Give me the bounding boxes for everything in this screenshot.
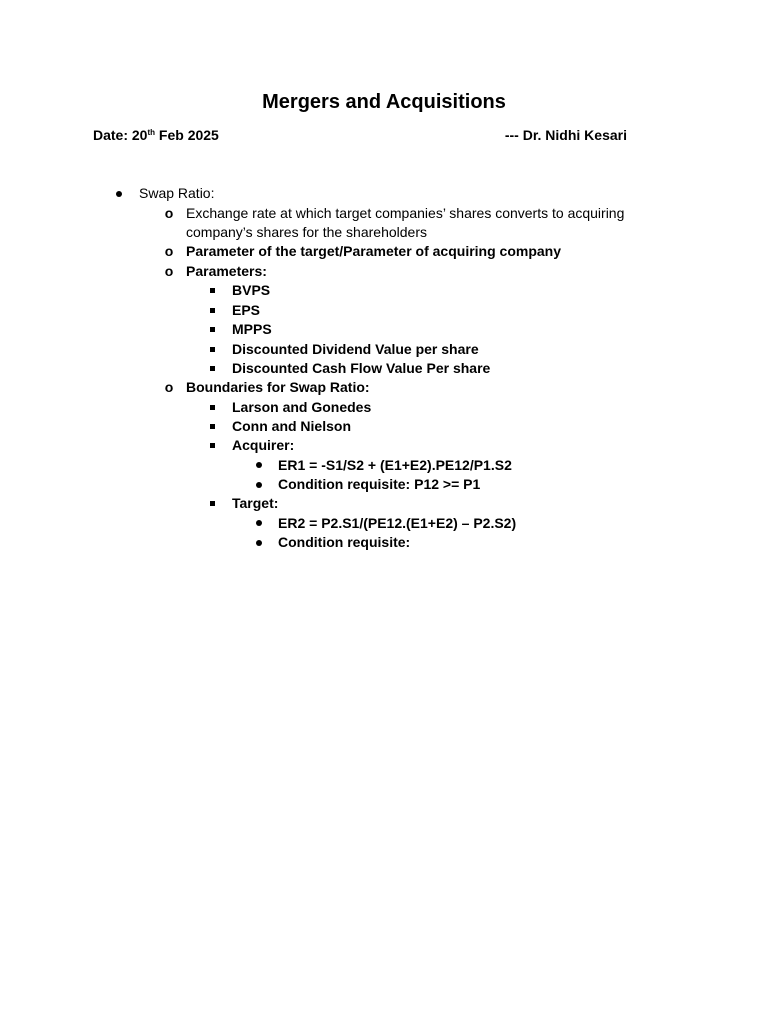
bullet-disc-icon bbox=[256, 540, 262, 546]
list-item-text: Condition requisite: bbox=[278, 534, 411, 550]
list-item-text: Discounted Cash Flow Value Per share bbox=[232, 359, 491, 376]
bullet-square-icon bbox=[210, 327, 215, 332]
bullet-disc-icon bbox=[116, 191, 122, 197]
bullet-disc-icon bbox=[256, 462, 262, 468]
list-item-text: Acquirer: bbox=[232, 437, 295, 453]
list-item-text: Larson and Gonedes bbox=[232, 398, 372, 415]
bullet-square-icon bbox=[210, 405, 215, 410]
bullet-square-icon bbox=[210, 501, 215, 506]
list-item-text-continued: company’s shares for the shareholders bbox=[186, 223, 427, 240]
list-item-text: EPS bbox=[232, 301, 261, 318]
list-item-text: Exchange rate at which target companies’ shares converts to acquiring bbox=[186, 204, 625, 221]
list-item-text: Parameter of the target/Parameter of acquiring company bbox=[186, 243, 561, 259]
bullet-circle-icon: o bbox=[164, 243, 174, 259]
bullet-square-icon bbox=[210, 308, 215, 313]
list-item-text: Swap Ratio: bbox=[139, 185, 215, 201]
bullet-circle-icon: o bbox=[164, 262, 174, 279]
bullet-square-icon bbox=[210, 443, 215, 448]
list-item-text: Boundaries for Swap Ratio: bbox=[186, 379, 370, 395]
date-prefix: Date: 20 bbox=[93, 127, 148, 143]
document-title: Mergers and Acquisitions bbox=[262, 91, 506, 113]
list-item-text: BVPS bbox=[232, 282, 271, 298]
date-suffix: Feb 2025 bbox=[155, 127, 219, 143]
bullet-circle-icon: o bbox=[164, 204, 174, 221]
bullet-square-icon bbox=[210, 424, 215, 429]
bullet-square-icon bbox=[210, 347, 215, 352]
list-item-text: Conn and Nielson bbox=[232, 418, 351, 434]
list-item-text: ER2 = P2.S1/(PE12.(E1+E2) – P2.S2) bbox=[278, 514, 517, 531]
document-date bbox=[93, 126, 219, 144]
bullet-disc-icon bbox=[256, 482, 262, 488]
document-author: --- Dr. Nidhi Kesari bbox=[504, 127, 627, 143]
date-superscript: th bbox=[147, 128, 156, 137]
bullet-square-icon bbox=[210, 366, 215, 371]
bullet-square-icon bbox=[210, 288, 215, 293]
bullet-circle-icon: o bbox=[164, 379, 174, 395]
list-item-text: MPPS bbox=[232, 321, 272, 337]
bullet-disc-icon bbox=[256, 520, 262, 526]
list-item-text: ER1 = -S1/S2 + (E1+E2).PE12/P1.S2 bbox=[278, 456, 512, 473]
list-item-text: Condition requisite: P12 >= P1 bbox=[278, 476, 481, 492]
list-item-text: Target: bbox=[232, 495, 279, 511]
list-item-text: Discounted Dividend Value per share bbox=[232, 340, 479, 357]
list-item-text: Parameters: bbox=[186, 262, 267, 279]
